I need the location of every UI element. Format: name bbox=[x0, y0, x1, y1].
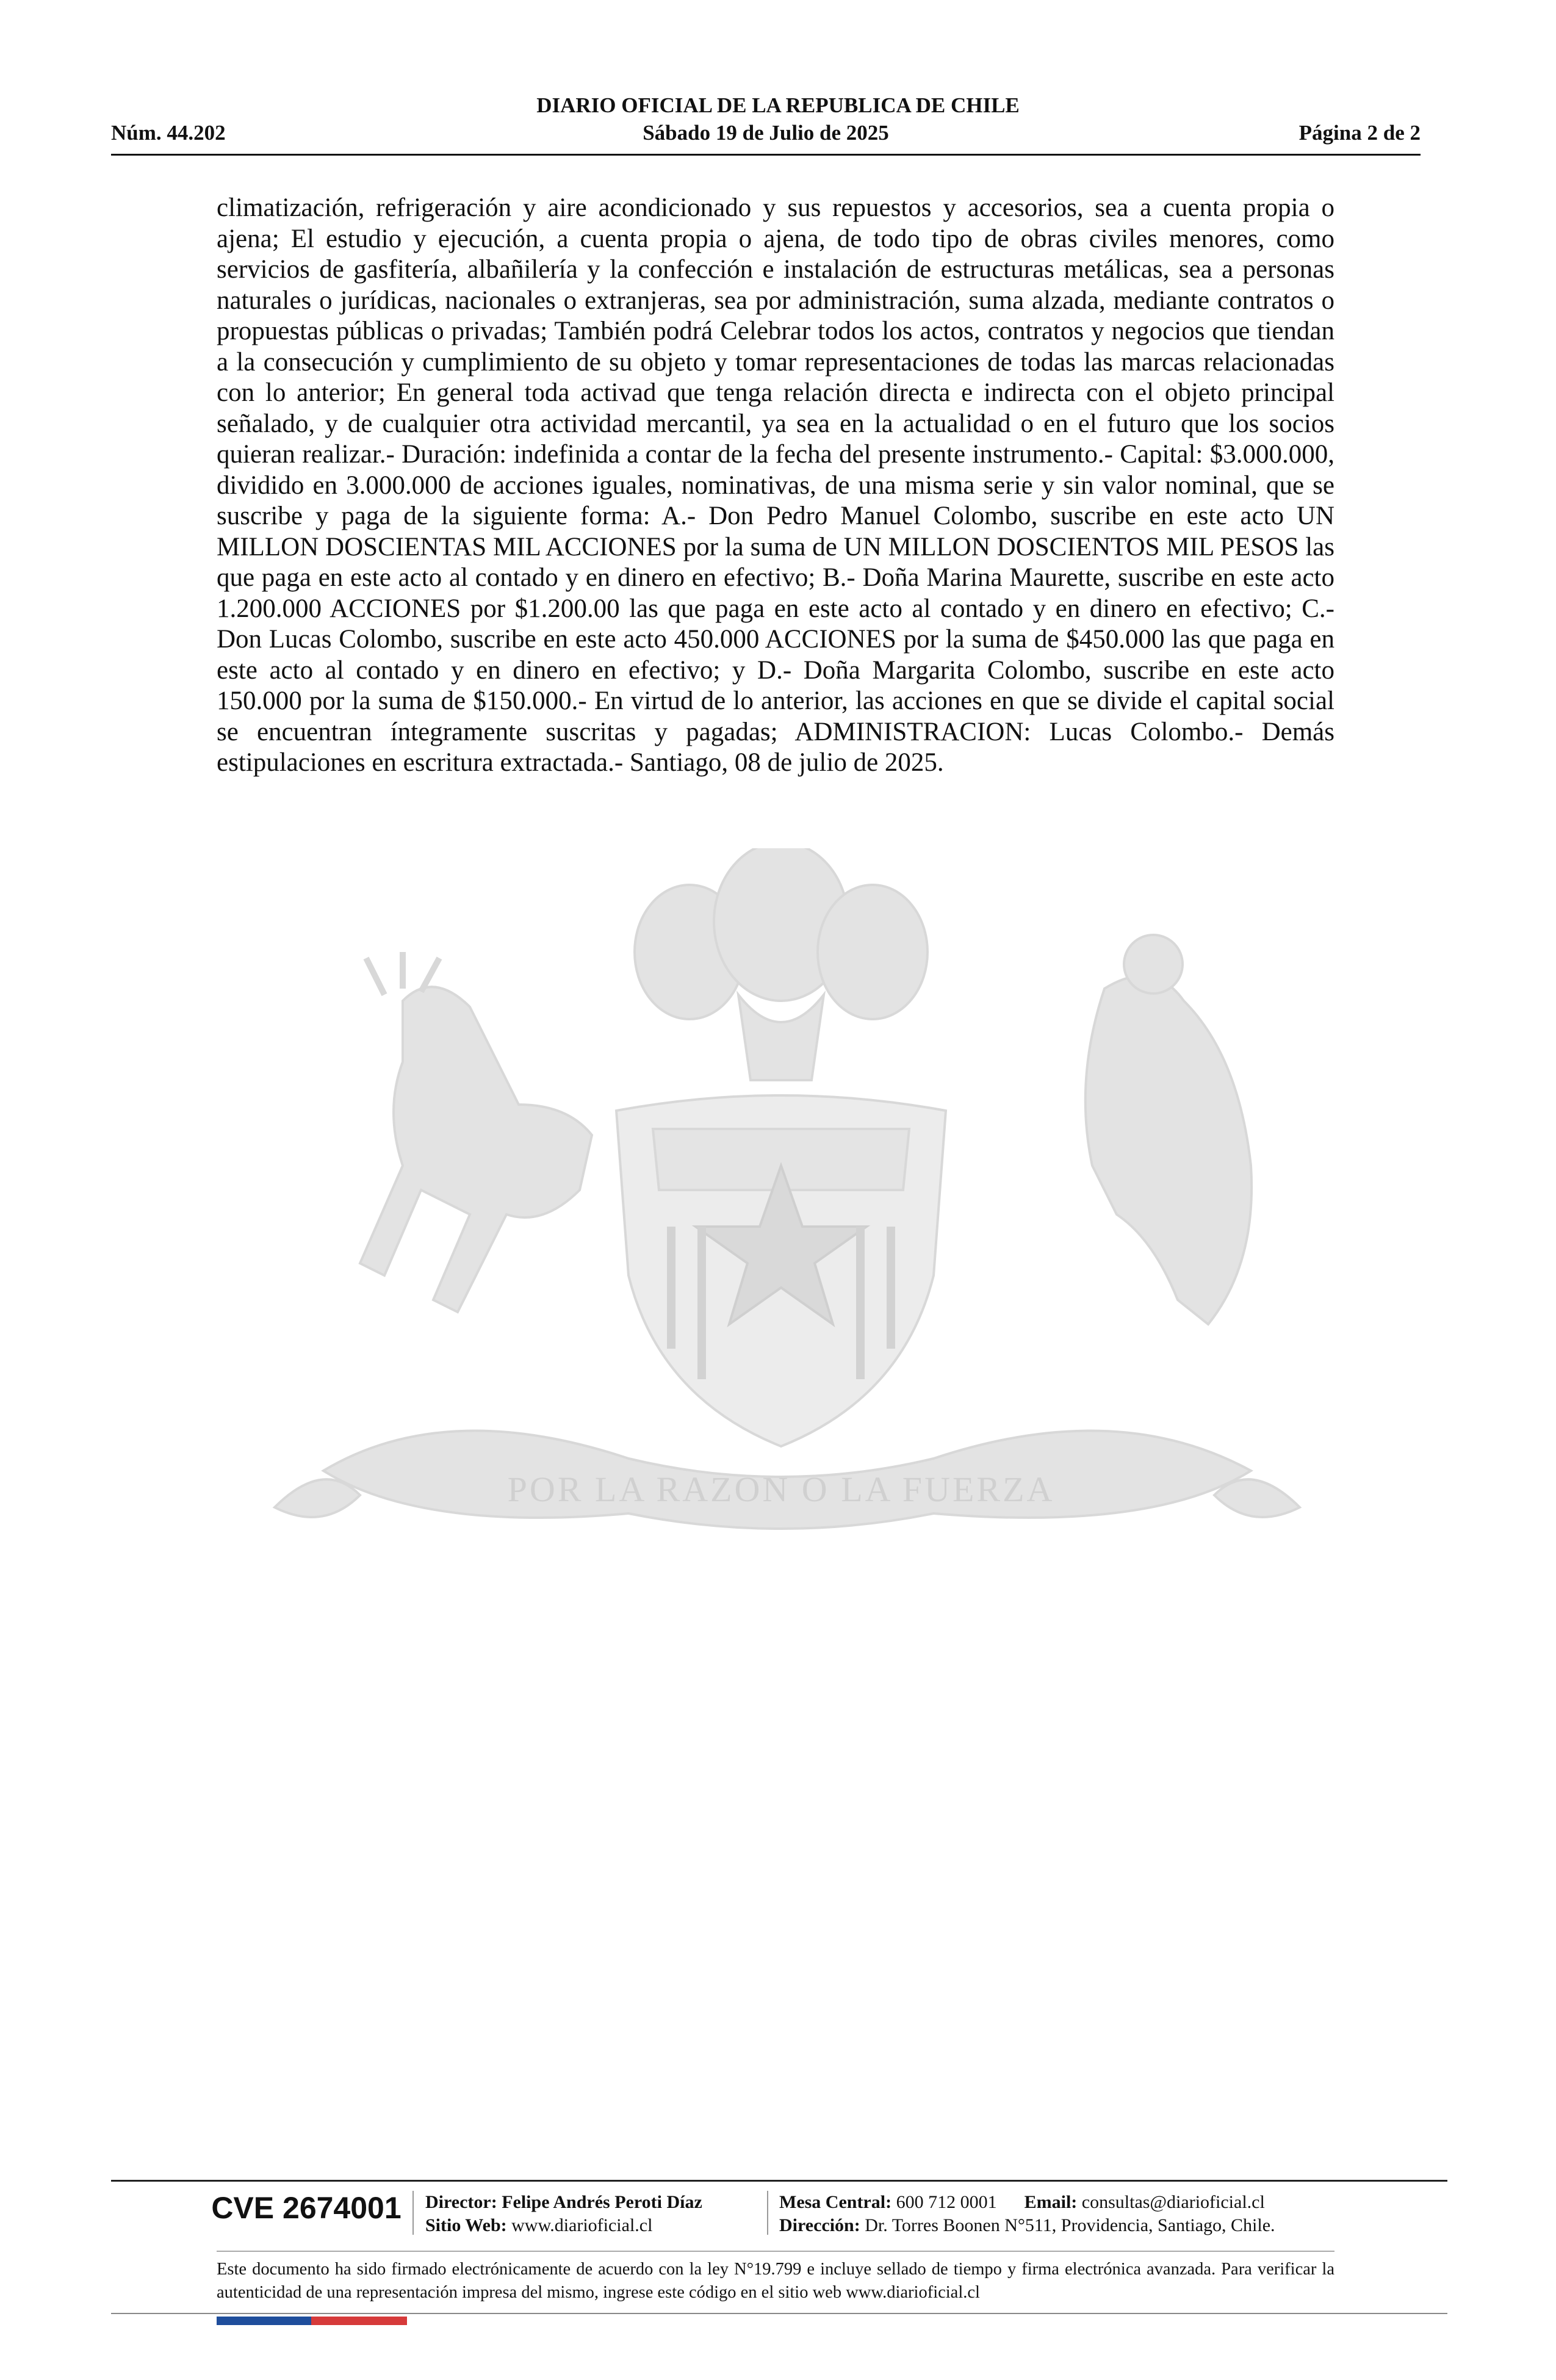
chile-coat-of-arms-icon bbox=[201, 848, 1361, 1666]
body-text: climatización, refrigeración y aire acondicionado y sus repuestos y accesorios, sea a cuenta propia o ajena; El estudio y ejecución, a cuenta propia o ajena, de todo tipo de obras civiles menores, como servicios de gasfitería, albañilería y la confección e instalación de estructuras metálicas, sea a personas naturales o jurídicas, nacionales o extranjeras, sea por administración, suma alzada, mediante contratos o propuestas públicas o privadas; También podrá Celebrar todos los actos, contratos y negocios que tiendan a la consecución y cumplimiento de su objeto y tomar representaciones de todas las marcas relacionadas con lo anterior; En general toda activad que tenga relación directa e indirecta con el objeto principal señalado, y de cualquier otra actividad mercantil, ya sea en la actualidad o en el futuro que los socios quieran realizar.- Duración: indefinida a contar de la fecha del presente instrumento.- Capital: $3.000.000, dividido en 3.000.000 de acciones iguales, nominativas, de una misma serie y sin valor nominal, que se suscribe y paga de la siguiente forma: A.- Don Pedro Manuel Colombo, suscribe en este acto UN MILLON DOSCIENTAS MIL ACCIONES por la suma de UN MILLON DOSCIENTOS MIL PESOS las que paga en este acto al contado y en dinero en efectivo; B.- Doña Marina Maurette, suscribe en este acto 1.200.000 ACCIONES por $1.200.00 las que paga en este acto al contado y en dinero en efectivo; C.- Don Lucas Colombo, suscribe en este acto 450.000 ACCIONES por la suma de $450.000 las que paga en este acto al contado y en dinero en efectivo; y D.- Doña Margarita Colombo, suscribe en este acto 150.000 por la suma de $150.000.- En virtud de lo anterior, las acciones en que se divide el capital social se encuentran íntegramente suscritas y pagadas; ADMINISTRACION: Lucas Colombo.- Demás estipulaciones en escritura extractada.- Santiago, 08 de julio de 2025. bbox=[217, 193, 1334, 777]
director-line bbox=[425, 2191, 702, 2214]
header-divider bbox=[111, 154, 1421, 156]
phone-number: 600 712 0001 bbox=[896, 2192, 997, 2212]
footer-bottom-divider bbox=[111, 2313, 1447, 2314]
flag-bar-blue bbox=[217, 2317, 311, 2325]
address-label: Dirección: bbox=[779, 2215, 860, 2235]
director-label: Director: bbox=[425, 2192, 497, 2212]
issue-date: Sábado 19 de Julio de 2025 bbox=[643, 121, 889, 145]
address-line bbox=[779, 2214, 1275, 2237]
cve-code: CVE 2674001 bbox=[211, 2191, 402, 2225]
footer-middle-divider bbox=[217, 2251, 1334, 2252]
footer-separator bbox=[412, 2191, 414, 2235]
footer-top-divider bbox=[111, 2180, 1447, 2182]
director-name: Felipe Andrés Peroti Díaz bbox=[502, 2192, 702, 2212]
flag-bar-red bbox=[311, 2317, 407, 2325]
contact-line bbox=[779, 2191, 1265, 2214]
email-link[interactable]: consultas@diarioficial.cl bbox=[1081, 2192, 1265, 2212]
address-value: Dr. Torres Boonen N°511, Providencia, Santiago, Chile. bbox=[865, 2215, 1275, 2235]
website-label: Sitio Web: bbox=[425, 2215, 507, 2235]
website-line bbox=[425, 2214, 652, 2237]
coat-of-arms-motto: POR LA RAZON O LA FUERZA bbox=[507, 1469, 1055, 1509]
header-row bbox=[111, 120, 1421, 146]
email-label: Email: bbox=[1024, 2192, 1078, 2212]
phone-label: Mesa Central: bbox=[779, 2192, 892, 2212]
page-indicator: Página 2 de 2 bbox=[1298, 121, 1421, 145]
legal-notice: Este documento ha sido firmado electrónicamente de acuerdo con la ley N°19.799 e incluye sellado de tiempo y firma electrónica avanzada. Para verificar la autenticidad de una representación impresa del mismo, ingrese este código en el sitio web www.diarioficial.cl bbox=[217, 2260, 1334, 2302]
footer-separator bbox=[767, 2191, 768, 2235]
website-link[interactable]: www.diarioficial.cl bbox=[511, 2215, 653, 2235]
newspaper-title: DIARIO OFICIAL DE LA REPUBLICA DE CHILE bbox=[536, 93, 1020, 117]
issue-number: Núm. 44.202 bbox=[111, 121, 226, 145]
